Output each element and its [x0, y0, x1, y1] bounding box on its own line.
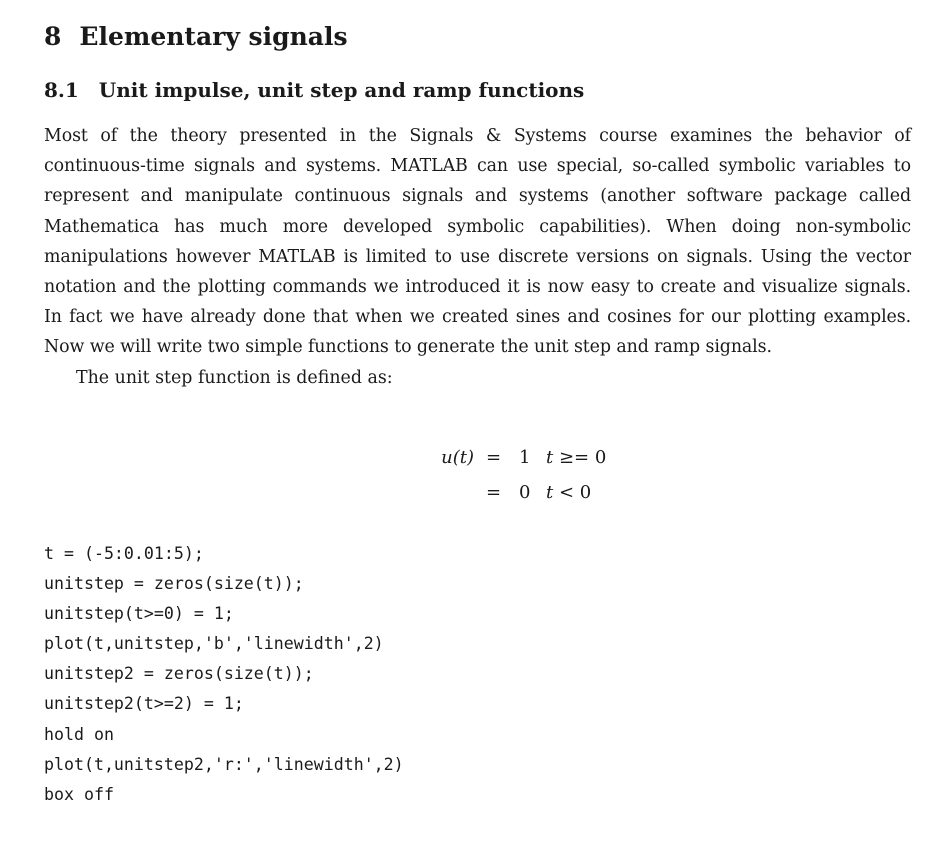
unit-step-equation [386, 447, 626, 517]
condition-expression: ≥= 0 [553, 447, 607, 468]
section-heading [44, 22, 348, 51]
code-listing [44, 539, 404, 810]
equation-lhs [441, 447, 474, 468]
condition-variable: t [546, 482, 554, 503]
code-line: plot(t,unitstep2,'r:','linewidth',2) [44, 754, 404, 774]
intro-paragraph: Most of the theory presented in the Signals & Systems course examines the behavior of continuous-time signals and systems. MATLAB can use special, so-called symbolic variables to represent and manipulate continuous signals and systems (another software package called Mathematica has much more developed symbolic capabilities). When doing non-symbolic manipulations however MATLAB is limited to use discrete versions on signals. Using the vector notation and the plotting commands we introduced it is now easy to create and visualize signals. In fact we have already done that when we created sines and cosines for our plotting examples. Now we will write two simple functions to generate the unit step and ramp signals. [44, 126, 911, 358]
condition-variable: t [546, 447, 554, 468]
subsection-heading [44, 78, 584, 102]
equation-value: 1 [519, 447, 531, 468]
code-line: hold on [44, 724, 114, 744]
code-line: box off [44, 784, 114, 804]
code-line: unitstep2 = zeros(size(t)); [44, 664, 314, 684]
equation-row-2 [386, 482, 626, 517]
section-number: 8 [44, 22, 62, 51]
condition-expression: < 0 [553, 482, 592, 503]
subsection-number: 8.1 [44, 78, 79, 102]
code-line: unitstep = zeros(size(t)); [44, 574, 304, 594]
equation-condition [546, 447, 606, 468]
equation-lhs-argument: (t) [452, 447, 474, 468]
equals-sign: = [486, 482, 502, 503]
code-line: t = (-5:0.01:5); [44, 544, 204, 563]
code-line: unitstep2(t>=2) = 1; [44, 694, 244, 714]
code-line: unitstep(t>=0) = 1; [44, 604, 234, 624]
section-title: Elementary signals [79, 22, 348, 51]
equation-row-1 [386, 447, 626, 482]
equation-lhs-function: u [441, 447, 453, 468]
equation-value: 0 [519, 482, 531, 503]
equation-condition [546, 482, 591, 503]
definition-paragraph: The unit step function is defined as: [76, 368, 393, 388]
subsection-title: Unit impulse, unit step and ramp functions [98, 78, 585, 102]
equals-sign: = [486, 447, 502, 468]
code-line: plot(t,unitstep,'b','linewidth',2) [44, 634, 384, 654]
